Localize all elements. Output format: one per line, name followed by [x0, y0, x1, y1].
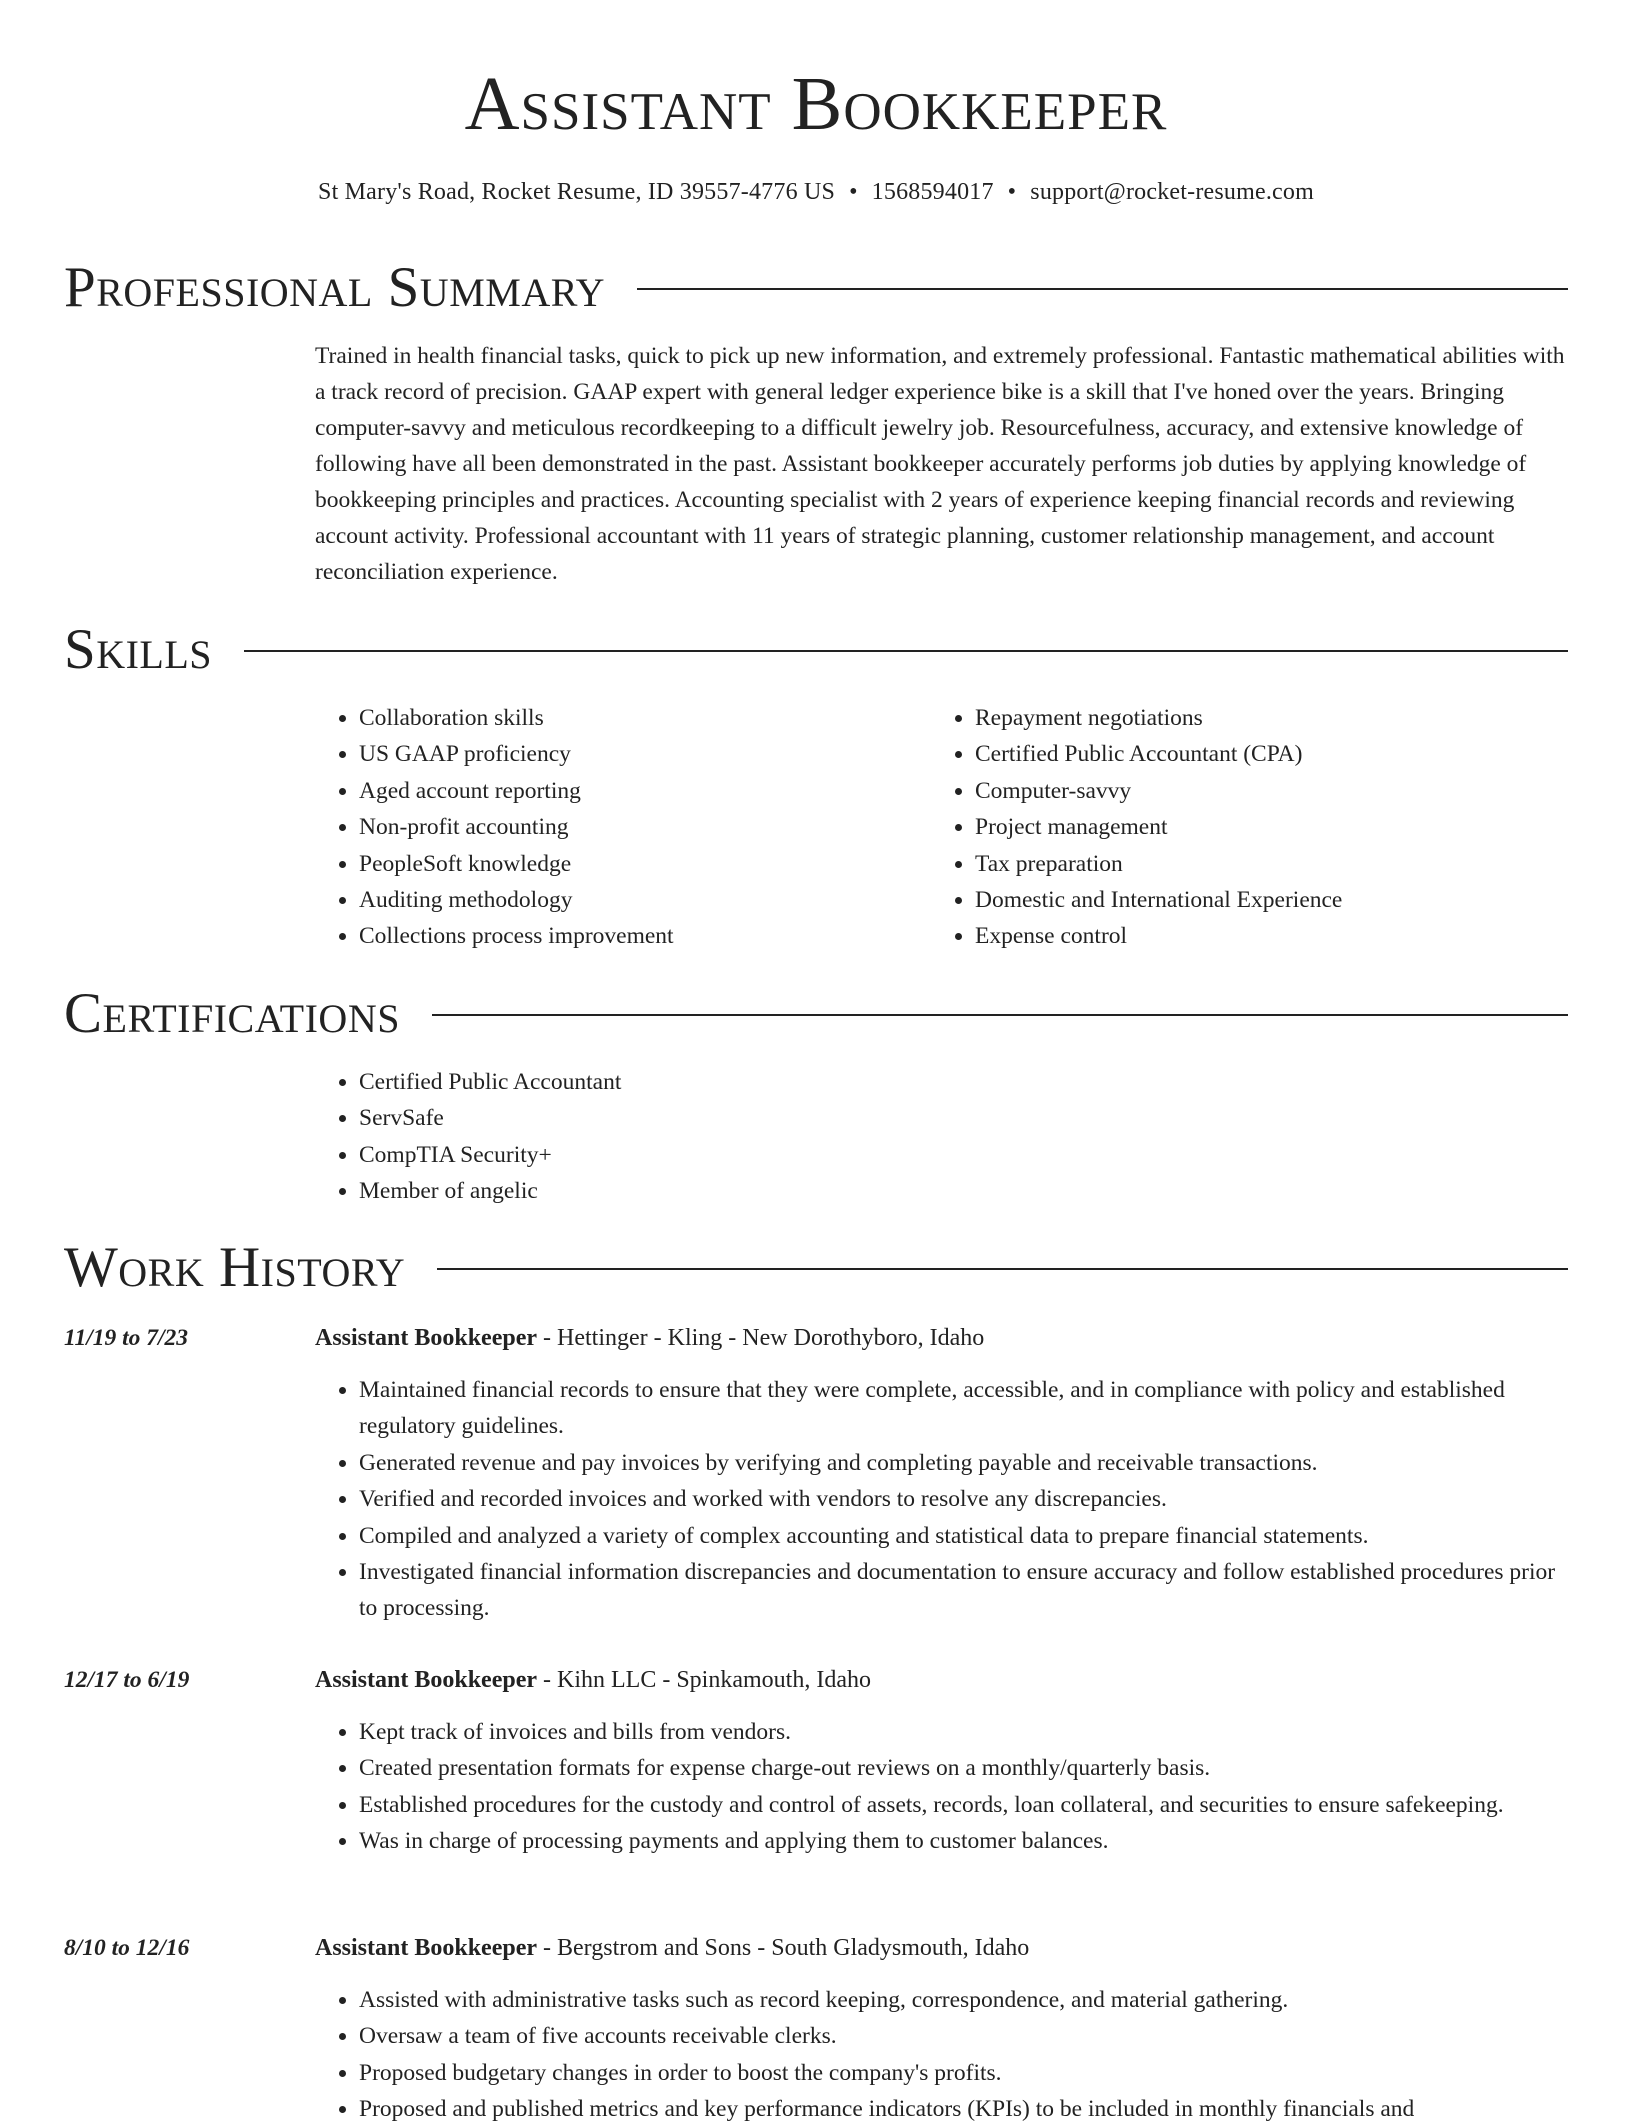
job-title: Assistant Bookkeeper: [315, 1667, 538, 1693]
skill-item: • Non-profit accounting: [359, 809, 915, 845]
resume-title: Assistant Bookkeeper: [464, 62, 1168, 146]
job-bullet: • Was in charge of processing payments and applying them to customer balances.: [359, 1823, 1568, 1859]
summary-heading: Professional Summary: [64, 256, 606, 319]
job-bullet: • Compiled and analyzed a variety of complex accounting and statistical data to prepare financial statements.: [359, 1518, 1568, 1554]
skills-list-left: [315, 700, 915, 955]
certifications-heading: Certifications: [64, 982, 400, 1045]
certification-item: • ServSafe: [359, 1100, 1115, 1136]
skill-item: • Project management: [975, 809, 1531, 845]
certification-item: • CompTIA Security+: [359, 1137, 1115, 1173]
contact-line: [0, 172, 1632, 212]
job-dates: 12/17 to 6/19: [64, 1667, 190, 1693]
skill-item: • Collections process improvement: [359, 918, 915, 954]
skill-item: • Computer-savvy: [975, 773, 1531, 809]
job-bullet: • Assisted with administrative tasks such as record keeping, correspondence, and material gathering.: [359, 1982, 1568, 2018]
job-dates: 11/19 to 7/23: [64, 1325, 189, 1351]
job-bullet: • Created presentation formats for expense charge-out reviews on a monthly/quarterly basis.: [359, 1750, 1568, 1786]
certifications-section-header: [64, 980, 1568, 1048]
contact-address: St Mary's Road, Rocket Resume, ID 39557-4776 US: [318, 179, 836, 205]
job-heading: [315, 1320, 1568, 1356]
skills-heading: Skills: [64, 618, 213, 681]
job-bullet: • Generated revenue and pay invoices by verifying and completing payable and receivable transactions.: [359, 1445, 1568, 1481]
skill-item: • Auditing methodology: [359, 882, 915, 918]
skill-item: • Collaboration skills: [359, 700, 915, 736]
job-title: Assistant Bookkeeper: [315, 1935, 538, 1961]
job-dates: 8/10 to 12/16: [64, 1935, 190, 1961]
job-company-location: - Kihn LLC - Spinkamouth, Idaho: [537, 1667, 871, 1693]
certification-item: • Certified Public Accountant: [359, 1064, 1115, 1100]
job-bullet: • Established procedures for the custody and control of assets, records, loan collateral, and securities to ensure safekeeping.: [359, 1787, 1568, 1823]
contact-phone: 1568594017: [871, 179, 994, 205]
job-bullet: • Proposed and published metrics and key performance indicators (KPIs) to be included in monthly financials and: [359, 2091, 1568, 2127]
job-bullet: • Proposed budgetary changes in order to boost the company's profits.: [359, 2055, 1568, 2091]
contact-separator: •: [1007, 179, 1017, 205]
certification-item: • Member of angelic: [359, 1173, 1115, 1209]
job-bullets: [315, 1714, 1568, 1860]
contact-email: support@rocket-resume.com: [1030, 179, 1314, 205]
work-history-section-header: [64, 1234, 1568, 1302]
job-bullets: [315, 1982, 1568, 2128]
skills-section-header: [64, 616, 1568, 684]
skill-item: • Expense control: [975, 918, 1531, 954]
section-divider: [437, 1268, 1568, 1270]
job-bullets: [315, 1372, 1568, 1627]
job-heading: [315, 1662, 1568, 1698]
job-bullet: • Investigated financial information discrepancies and documentation to ensure accuracy and follow established procedures prior to processing.: [359, 1554, 1568, 1627]
job-company-location: - Bergstrom and Sons - South Gladysmouth, Idaho: [537, 1935, 1030, 1961]
skill-item: • Repayment negotiations: [975, 700, 1531, 736]
section-divider: [432, 1014, 1568, 1016]
skill-item: • US GAAP proficiency: [359, 736, 915, 772]
skill-item: • Aged account reporting: [359, 773, 915, 809]
job-bullet: • Kept track of invoices and bills from vendors.: [359, 1714, 1568, 1750]
job-title: Assistant Bookkeeper: [315, 1325, 538, 1351]
section-divider: [637, 288, 1568, 290]
skill-item: • Domestic and International Experience: [975, 882, 1531, 918]
work-history-heading: Work History: [64, 1236, 406, 1299]
section-divider: [244, 650, 1568, 652]
job-company-location: - Hettinger - Kling - New Dorothyboro, Idaho: [537, 1325, 985, 1351]
contact-separator: •: [849, 179, 858, 205]
skill-item: • Tax preparation: [975, 846, 1531, 882]
job-bullet: • Verified and recorded invoices and worked with vendors to resolve any discrepancies.: [359, 1481, 1568, 1517]
job-bullet: • Oversaw a team of five accounts receivable clerks.: [359, 2018, 1568, 2054]
job-bullet: • Maintained financial records to ensure that they were complete, accessible, and in compliance with policy and established regulatory guidelines.: [359, 1372, 1568, 1445]
certifications-list: [315, 1064, 1115, 1210]
skills-list-right: [931, 700, 1531, 955]
job-heading: [315, 1930, 1568, 1966]
summary-text: Trained in health financial tasks, quick to pick up new information, and extremely professional. Fantastic mathematical abilities with a track record of precision. GAAP expert with general ledger experience bike is a skill that I've honed over the years. Bringing computer-savvy and meticulous recordkeeping to a difficult jewelry job. Resourcefulness, accuracy, and extensive knowledge of following have all been demonstrated in the past. Assistant bookkeeper accurately performs job duties by applying knowledge of bookkeeping principles and practices. Accounting specialist with 2 years of experience keeping financial records and reviewing account activity. Professional accountant with 11 years of strategic planning, customer relationship management, and account reconciliation experience.: [315, 343, 1565, 585]
summary-section-header: [64, 254, 1568, 322]
skill-item: • PeopleSoft knowledge: [359, 846, 915, 882]
skill-item: • Certified Public Accountant (CPA): [975, 736, 1531, 772]
